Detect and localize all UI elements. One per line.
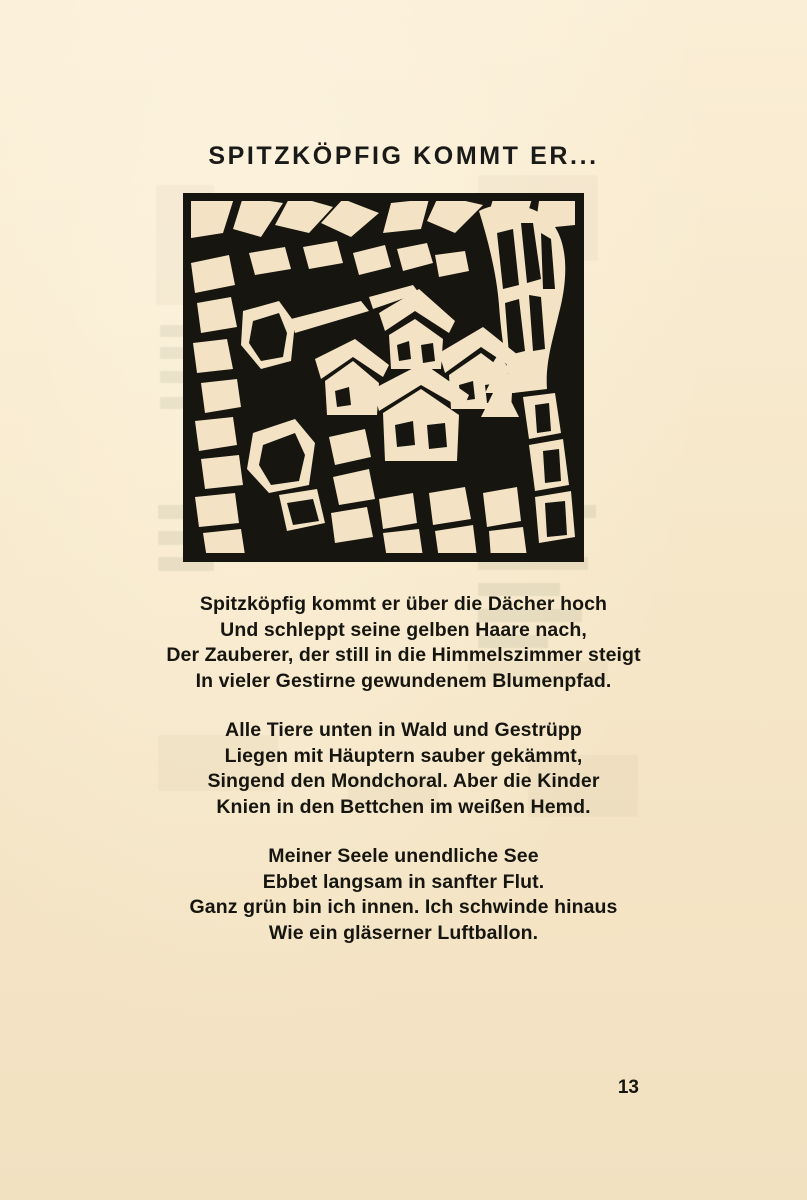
poem-line: Und schleppt seine gelben Haare nach, [220,618,587,641]
woodcut-illustration [183,193,584,562]
poem-stanza [0,592,807,694]
page-number: 13 [617,1077,639,1098]
woodcut-svg [183,193,584,562]
poem-stanza [0,844,807,946]
poem-line: Singend den Mondchoral. Aber die Kinder [207,770,600,792]
page-title: SPITZKÖPFIG KOMMT ER... [208,142,599,170]
poem-line: Spitzköpfig kommt er über die Dächer hoch [199,593,608,615]
poem-line: Ebbet langsam in sanfter Flut. [262,870,545,893]
poem-line: In vieler Gestirne gewundenem Blumenpfad. [195,669,612,692]
poem-line: Liegen mit Häuptern sauber gekämmt, [224,744,583,767]
poem-line: Wie ein gläserner Luftballon. [268,921,539,944]
poem-body [0,592,807,946]
poem-line: Ganz grün bin ich innen. Ich schwinde hinaus [189,896,618,918]
poem-line: Der Zauberer, der still in die Himmelszimmer steigt [166,644,641,666]
poem-stanza [0,718,807,820]
poem-line: Meiner Seele unendliche See [268,845,539,867]
poem-line: Alle Tiere unten in Wald und Gestrüpp [225,719,582,741]
poem-line: Knien in den Bettchen im weißen Hemd. [216,795,591,818]
